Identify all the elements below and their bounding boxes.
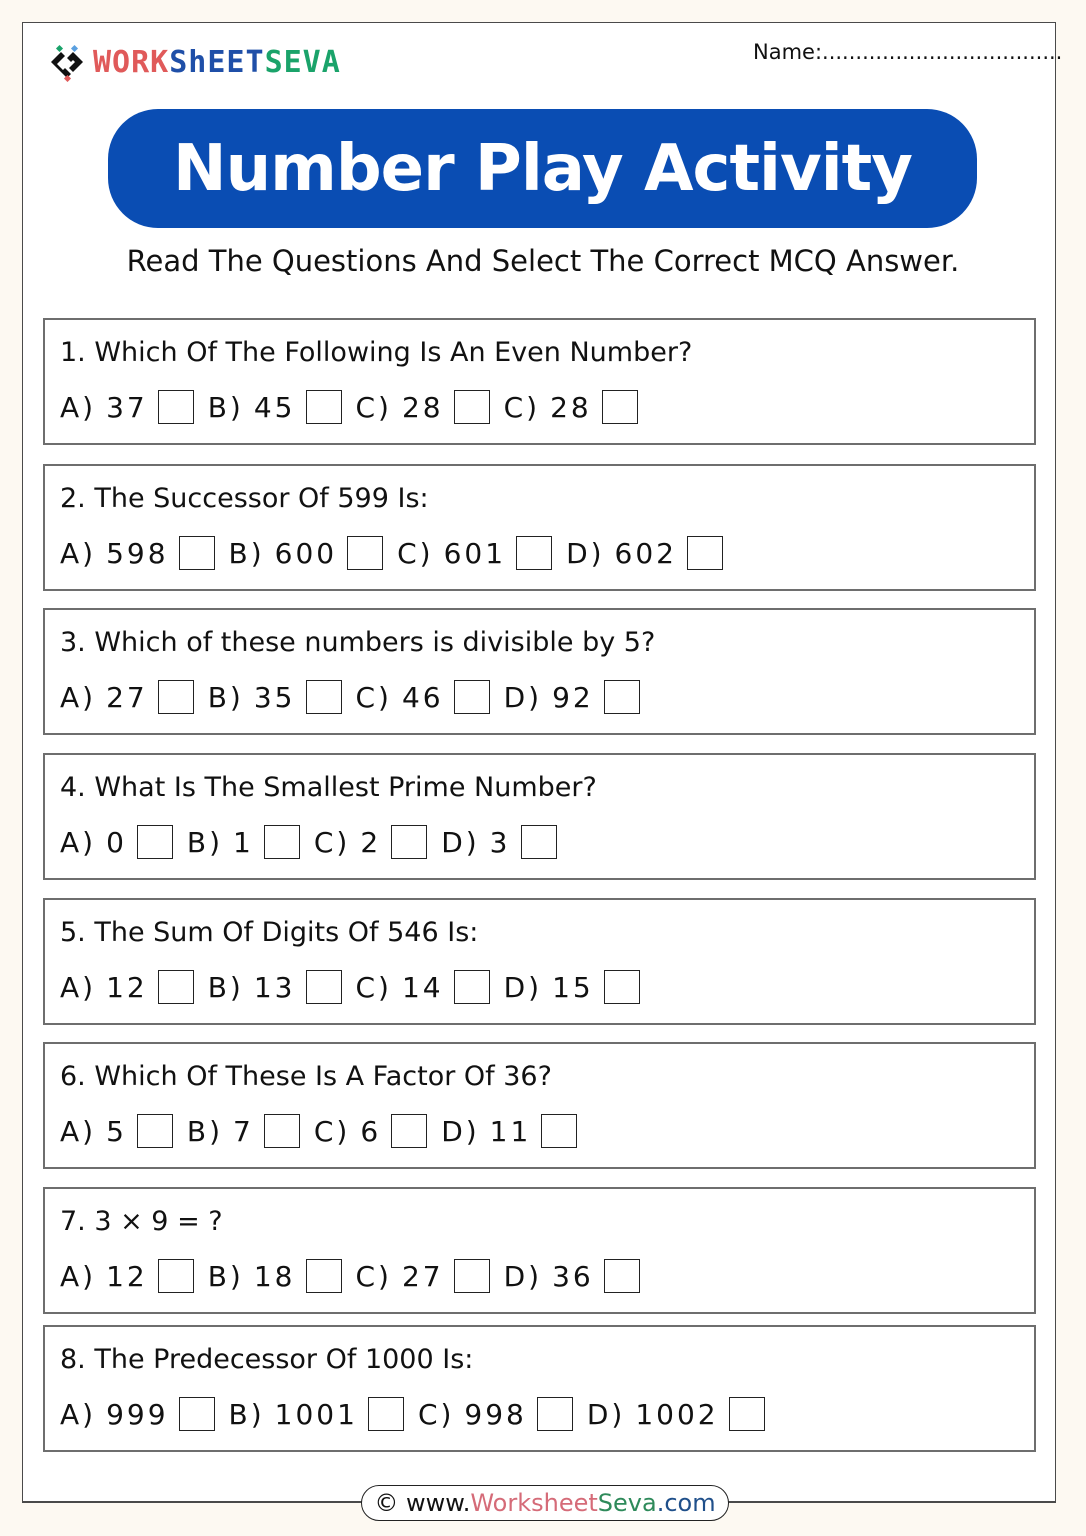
question-text: 5. The Sum Of Digits Of 546 Is: bbox=[60, 917, 479, 948]
question-text: 7. 3 × 9 = ? bbox=[60, 1206, 223, 1237]
answer-option bbox=[504, 390, 638, 424]
answer-option bbox=[60, 1397, 215, 1431]
answer-checkbox[interactable] bbox=[158, 1259, 194, 1293]
question-box-1 bbox=[43, 318, 1036, 445]
logo-text-work: WORK bbox=[93, 44, 170, 80]
answer-option bbox=[566, 536, 723, 570]
option-label: D) bbox=[503, 680, 543, 714]
page-title: Number Play Activity bbox=[173, 131, 912, 206]
answer-option bbox=[60, 536, 215, 570]
option-label: A) bbox=[60, 390, 97, 424]
option-value: 27 bbox=[401, 1259, 444, 1293]
answer-options bbox=[60, 1259, 654, 1293]
option-label: C) bbox=[417, 1397, 455, 1431]
option-value: 598 bbox=[106, 536, 169, 570]
answer-checkbox[interactable] bbox=[521, 825, 557, 859]
option-label: D) bbox=[503, 1259, 543, 1293]
answer-option bbox=[187, 825, 300, 859]
option-label: D) bbox=[503, 970, 543, 1004]
footer-brand-worksheet: Worksheet bbox=[470, 1489, 598, 1517]
answer-option bbox=[356, 1259, 490, 1293]
answer-checkbox[interactable] bbox=[391, 1114, 427, 1148]
option-value: 0 bbox=[106, 825, 127, 859]
option-label: B) bbox=[228, 536, 265, 570]
answer-option bbox=[314, 1114, 427, 1148]
answer-option bbox=[441, 1114, 577, 1148]
answer-checkbox[interactable] bbox=[306, 390, 342, 424]
answer-checkbox[interactable] bbox=[729, 1397, 765, 1431]
answer-checkbox[interactable] bbox=[541, 1114, 577, 1148]
answer-option bbox=[208, 390, 342, 424]
answer-option bbox=[60, 825, 173, 859]
footer-tld: .com bbox=[656, 1489, 716, 1517]
logo-text-seva: SEVA bbox=[264, 44, 341, 80]
footer-copyright: © www. bbox=[374, 1489, 471, 1517]
answer-option bbox=[504, 970, 640, 1004]
answer-checkbox[interactable] bbox=[306, 680, 342, 714]
option-label: A) bbox=[60, 1259, 97, 1293]
option-value: 7 bbox=[233, 1114, 254, 1148]
answer-option bbox=[229, 1397, 404, 1431]
option-label: A) bbox=[60, 825, 97, 859]
answer-checkbox[interactable] bbox=[602, 390, 638, 424]
answer-checkbox[interactable] bbox=[604, 970, 640, 1004]
option-value: 998 bbox=[464, 1397, 527, 1431]
answer-checkbox[interactable] bbox=[158, 390, 194, 424]
option-label: C) bbox=[397, 536, 434, 570]
option-label: D) bbox=[566, 536, 605, 570]
answer-options bbox=[60, 1114, 591, 1148]
option-label: D) bbox=[441, 1114, 480, 1148]
answer-checkbox[interactable] bbox=[264, 1114, 300, 1148]
option-value: 2 bbox=[360, 825, 382, 859]
answer-checkbox[interactable] bbox=[454, 970, 490, 1004]
option-label: D) bbox=[586, 1397, 626, 1431]
footer-website bbox=[361, 1485, 729, 1521]
option-value: 15 bbox=[552, 970, 594, 1004]
answer-checkbox[interactable] bbox=[368, 1397, 404, 1431]
option-label: A) bbox=[60, 1397, 97, 1431]
question-box-2 bbox=[43, 464, 1036, 591]
answer-checkbox[interactable] bbox=[179, 536, 215, 570]
answer-checkbox[interactable] bbox=[306, 1259, 342, 1293]
answer-option bbox=[314, 825, 427, 859]
option-label: A) bbox=[60, 680, 97, 714]
option-value: 14 bbox=[401, 970, 444, 1004]
option-value: 28 bbox=[401, 390, 444, 424]
answer-option bbox=[208, 680, 342, 714]
option-value: 36 bbox=[552, 1259, 594, 1293]
option-value: 13 bbox=[253, 970, 296, 1004]
option-value: 1 bbox=[233, 825, 254, 859]
option-label: B) bbox=[186, 1114, 224, 1148]
answer-option bbox=[356, 970, 490, 1004]
logo bbox=[45, 42, 341, 82]
answer-checkbox[interactable] bbox=[179, 1397, 215, 1431]
answer-checkbox[interactable] bbox=[158, 680, 194, 714]
answer-checkbox[interactable] bbox=[454, 680, 490, 714]
option-label: C) bbox=[313, 1114, 351, 1148]
answer-checkbox[interactable] bbox=[137, 825, 173, 859]
option-label: B) bbox=[207, 1259, 244, 1293]
option-value: 12 bbox=[106, 1259, 148, 1293]
option-value: 35 bbox=[253, 680, 296, 714]
answer-options bbox=[60, 390, 652, 424]
question-box-7 bbox=[43, 1187, 1036, 1314]
question-text: 6. Which Of These Is A Factor Of 36? bbox=[60, 1061, 552, 1092]
name-field[interactable]: Name:.................................... bbox=[753, 40, 1063, 64]
answer-option bbox=[441, 825, 556, 859]
option-value: 45 bbox=[253, 390, 296, 424]
option-value: 999 bbox=[106, 1397, 169, 1431]
question-box-4 bbox=[43, 753, 1036, 880]
title-banner bbox=[108, 109, 977, 228]
answer-checkbox[interactable] bbox=[137, 1114, 173, 1148]
answer-checkbox[interactable] bbox=[604, 1259, 640, 1293]
answer-option bbox=[229, 536, 384, 570]
option-label: C) bbox=[355, 1259, 392, 1293]
answer-option bbox=[356, 680, 490, 714]
option-label: C) bbox=[355, 970, 392, 1004]
option-label: A) bbox=[60, 970, 97, 1004]
answer-options bbox=[60, 970, 654, 1004]
answer-checkbox[interactable] bbox=[264, 825, 300, 859]
option-value: 46 bbox=[401, 680, 444, 714]
answer-option bbox=[418, 1397, 573, 1431]
question-box-8 bbox=[43, 1325, 1036, 1452]
question-text: 2. The Successor Of 599 Is: bbox=[60, 483, 429, 514]
question-text: 3. Which of these numbers is divisible by 5? bbox=[60, 627, 656, 658]
option-label: B) bbox=[186, 825, 224, 859]
option-label: B) bbox=[228, 1397, 265, 1431]
answer-option bbox=[60, 970, 194, 1004]
option-label: B) bbox=[207, 680, 244, 714]
answer-option bbox=[587, 1397, 765, 1431]
question-text: 4. What Is The Smallest Prime Number? bbox=[60, 772, 597, 803]
answer-checkbox[interactable] bbox=[604, 680, 640, 714]
option-label: C) bbox=[355, 680, 392, 714]
answer-option bbox=[356, 390, 490, 424]
option-value: 18 bbox=[253, 1259, 296, 1293]
option-value: 600 bbox=[274, 536, 338, 570]
answer-option bbox=[504, 1259, 640, 1293]
option-value: 6 bbox=[360, 1114, 382, 1148]
option-value: 28 bbox=[550, 390, 592, 424]
option-value: 5 bbox=[106, 1114, 127, 1148]
question-text: 1. Which Of The Following Is An Even Number? bbox=[60, 337, 693, 368]
option-value: 11 bbox=[489, 1114, 532, 1148]
answer-options bbox=[60, 680, 654, 714]
option-value: 602 bbox=[614, 536, 677, 570]
option-label: B) bbox=[207, 390, 244, 424]
option-value: 27 bbox=[106, 680, 148, 714]
option-label: C) bbox=[313, 825, 351, 859]
logo-text-sheet: ShEET bbox=[169, 44, 265, 80]
option-value: 37 bbox=[106, 390, 148, 424]
answer-checkbox[interactable] bbox=[158, 970, 194, 1004]
answer-checkbox[interactable] bbox=[454, 1259, 490, 1293]
option-label: C) bbox=[503, 390, 541, 424]
answer-option bbox=[397, 536, 552, 570]
answer-checkbox[interactable] bbox=[516, 536, 552, 570]
instructions: Read The Questions And Select The Correct MCQ Answer. bbox=[126, 244, 960, 278]
option-label: C) bbox=[355, 390, 392, 424]
footer-brand-seva: Seva bbox=[597, 1489, 657, 1517]
question-box-5 bbox=[43, 898, 1036, 1025]
answer-option bbox=[187, 1114, 300, 1148]
option-value: 3 bbox=[489, 825, 511, 859]
answer-option bbox=[60, 680, 194, 714]
option-value: 12 bbox=[106, 970, 148, 1004]
answer-option bbox=[60, 1114, 173, 1148]
answer-checkbox[interactable] bbox=[347, 536, 383, 570]
option-label: B) bbox=[207, 970, 244, 1004]
answer-checkbox[interactable] bbox=[391, 825, 427, 859]
answer-option bbox=[60, 1259, 194, 1293]
option-label: A) bbox=[60, 536, 97, 570]
option-label: A) bbox=[60, 1114, 97, 1148]
answer-option bbox=[208, 1259, 342, 1293]
answer-checkbox[interactable] bbox=[687, 536, 723, 570]
answer-option bbox=[60, 390, 194, 424]
answer-checkbox[interactable] bbox=[454, 390, 490, 424]
question-box-3 bbox=[43, 608, 1036, 735]
answer-checkbox[interactable] bbox=[306, 970, 342, 1004]
option-value: 1001 bbox=[274, 1397, 358, 1431]
answer-option bbox=[208, 970, 342, 1004]
answer-options bbox=[60, 1397, 779, 1431]
option-value: 92 bbox=[552, 680, 594, 714]
answer-checkbox[interactable] bbox=[537, 1397, 573, 1431]
question-box-6 bbox=[43, 1042, 1036, 1169]
answer-options bbox=[60, 825, 571, 859]
option-label: D) bbox=[441, 825, 480, 859]
question-text: 8. The Predecessor Of 1000 Is: bbox=[60, 1344, 474, 1375]
option-value: 1002 bbox=[635, 1397, 719, 1431]
answer-option bbox=[504, 680, 640, 714]
answer-options bbox=[60, 536, 737, 570]
option-value: 601 bbox=[443, 536, 507, 570]
worksheetseva-logo-icon bbox=[45, 42, 89, 82]
